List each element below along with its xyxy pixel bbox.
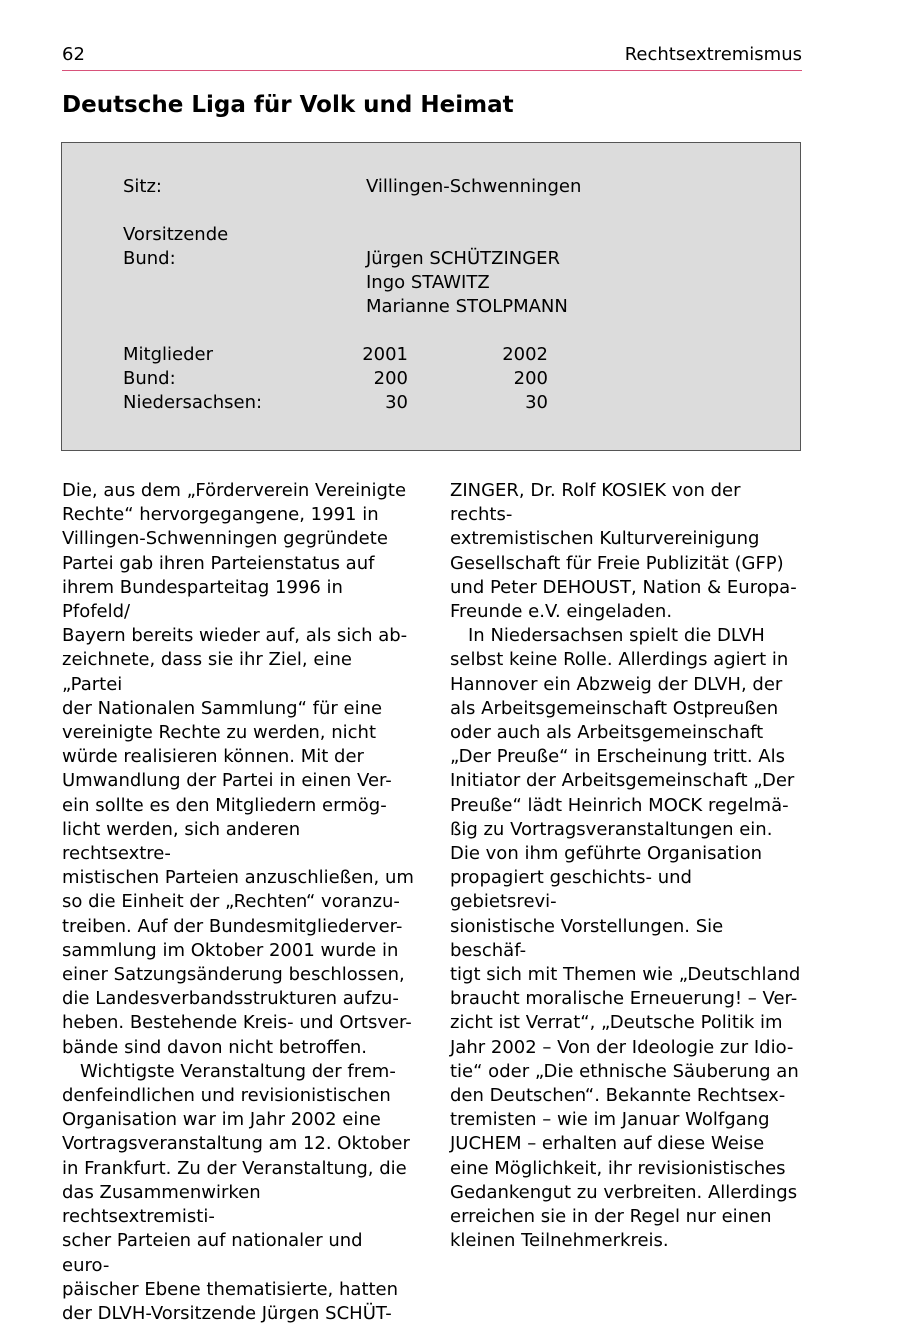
text-line: „Der Preuße“ in Erscheinung tritt. Als <box>450 746 785 768</box>
text-line: heben. Bestehende Kreis- und Ortsver- <box>62 1012 412 1034</box>
text-line: In Niedersachsen spielt die DLVH <box>468 625 765 647</box>
body-text-right-column <box>450 479 802 1254</box>
text-line: Initiator der Arbeitsgemeinschaft „Der <box>450 770 795 792</box>
text-line: und Peter DEHOUST, Nation & Europa- <box>450 576 797 598</box>
running-title: Rechtsextremismus <box>624 44 802 65</box>
members-count: 200 <box>513 368 548 389</box>
page-header <box>62 44 802 71</box>
text-line: den Deutschen“. Bekannte Rechtsex- <box>450 1085 786 1107</box>
text-line: Gedankengut zu verbreiten. Allerdings <box>450 1181 798 1203</box>
text-line: mistischen Parteien anzuschließen, um <box>62 867 414 889</box>
sitz-value: Villingen-Schwenningen <box>366 176 582 197</box>
year-heading: 2001 <box>362 344 408 365</box>
text-line: scher Parteien auf nationaler und euro- <box>62 1230 363 1276</box>
page-number: 62 <box>62 44 85 65</box>
mitglieder-label: Mitglieder <box>123 344 213 365</box>
text-line: ein sollte es den Mitgliedern ermög- <box>62 794 387 816</box>
text-line: Bayern bereits wieder auf, als sich ab- <box>62 625 408 647</box>
year-heading: 2002 <box>502 344 548 365</box>
text-line: eine Möglichkeit, ihr revisionistisches <box>450 1157 786 1179</box>
text-line: der DLVH-Vorsitzende Jürgen SCHÜT- <box>62 1302 392 1324</box>
text-line: JUCHEM – erhalten auf diese Weise <box>450 1133 765 1155</box>
section-title: Deutsche Liga für Volk und Heimat <box>62 92 514 118</box>
text-line: sammlung im Oktober 2001 wurde in <box>62 939 399 961</box>
text-line: extremistischen Kulturvereinigung <box>450 528 760 550</box>
text-line: kleinen Teilnehmerkreis. <box>450 1230 669 1252</box>
text-line: oder auch als Arbeitsgemeinschaft <box>450 722 764 744</box>
text-line: Hannover ein Abzweig der DLVH, der <box>450 673 783 695</box>
text-line: selbst keine Rolle. Allerdings agiert in <box>450 649 789 671</box>
text-line: würde realisieren können. Mit der <box>62 746 364 768</box>
text-line: tigt sich mit Themen wie „Deutschland <box>450 964 801 986</box>
text-line: tie“ oder „Die ethnische Säuberung an <box>450 1060 799 1082</box>
text-line: zeichnete, dass sie ihr Ziel, eine „Partei <box>62 649 352 695</box>
text-line: braucht moralische Erneuerung! – Ver- <box>450 988 798 1010</box>
vorsitzende-label: Vorsitzende <box>123 224 229 245</box>
vorsitzende-bund-label: Bund: <box>123 248 176 269</box>
text-line: zicht ist Verrat“, „Deutsche Politik im <box>450 1012 783 1034</box>
members-row-label: Bund: <box>123 368 176 389</box>
text-line: Die, aus dem „Förderverein Vereinigte <box>62 480 407 501</box>
text-line: Vortragsveranstaltung am 12. Oktober <box>62 1133 410 1155</box>
text-line: die Landesverbandsstrukturen aufzu- <box>62 988 399 1010</box>
sitz-label: Sitz: <box>123 176 162 197</box>
text-line: ihrem Bundesparteitag 1996 in Pfofeld/ <box>62 576 343 623</box>
members-row-label: Niedersachsen: <box>123 392 263 413</box>
text-line: Partei gab ihren Parteienstatus auf <box>62 552 375 574</box>
text-line: so die Einheit der „Rechten“ voranzu- <box>62 891 400 913</box>
members-count: 30 <box>385 392 408 413</box>
text-line: denfeindlichen und revisionistischen <box>62 1085 391 1107</box>
text-line: ZINGER, Dr. Rolf KOSIEK von der rechts- <box>450 480 741 526</box>
text-line: Villingen-Schwenningen gegründete <box>62 528 388 550</box>
text-line: Wichtigste Veranstaltung der frem- <box>80 1060 396 1082</box>
text-line: einer Satzungsänderung beschlossen, <box>62 964 405 986</box>
text-line: ßig zu Vortragsveranstaltungen ein. <box>450 818 773 840</box>
text-line: Umwandlung der Partei in einen Ver- <box>62 770 392 792</box>
text-line: Jahr 2002 – Von der Ideologie zur Idio- <box>450 1036 794 1058</box>
text-line: bände sind davon nicht betroffen. <box>62 1036 367 1058</box>
text-line: Rechte“ hervorgegangene, 1991 in <box>62 504 379 526</box>
text-line: päischer Ebene thematisierte, hatten <box>62 1278 399 1300</box>
text-line: in Frankfurt. Zu der Veranstaltung, die <box>62 1157 407 1179</box>
text-line: der Nationalen Sammlung“ für eine <box>62 697 383 719</box>
text-line: Die von ihm geführte Organisation <box>450 843 763 865</box>
vorsitzender-name: Ingo STAWITZ <box>366 272 490 293</box>
info-box <box>61 142 801 451</box>
text-line: tremisten – wie im Januar Wolfgang <box>450 1109 770 1131</box>
text-line: erreichen sie in der Regel nur einen <box>450 1206 772 1228</box>
text-line: treiben. Auf der Bundesmitgliederver- <box>62 915 403 937</box>
text-line: sionistische Vorstellungen. Sie beschäf- <box>450 915 724 961</box>
vorsitzender-name: Jürgen SCHÜTZINGER <box>366 248 561 269</box>
text-line: Freunde e.V. eingeladen. <box>450 601 673 623</box>
members-count: 30 <box>525 392 548 413</box>
text-line: Organisation war im Jahr 2002 eine <box>62 1109 381 1131</box>
text-line: als Arbeitsgemeinschaft Ostpreußen <box>450 697 779 719</box>
text-line: licht werden, sich anderen rechtsextre- <box>62 818 301 865</box>
text-line: das Zusammenwirken rechtsextremisti- <box>62 1181 261 1228</box>
vorsitzender-name: Marianne STOLPMANN <box>366 296 568 317</box>
body-text-left-column <box>62 479 414 1326</box>
members-count: 200 <box>373 368 408 389</box>
text-line: vereinigte Rechte zu werden, nicht <box>62 722 377 744</box>
text-line: Preuße“ lädt Heinrich MOCK regelmä- <box>450 794 789 816</box>
text-line: propagiert geschichts- und gebietsrevi- <box>450 867 692 913</box>
text-line: Gesellschaft für Freie Publizität (GFP) <box>450 552 784 574</box>
